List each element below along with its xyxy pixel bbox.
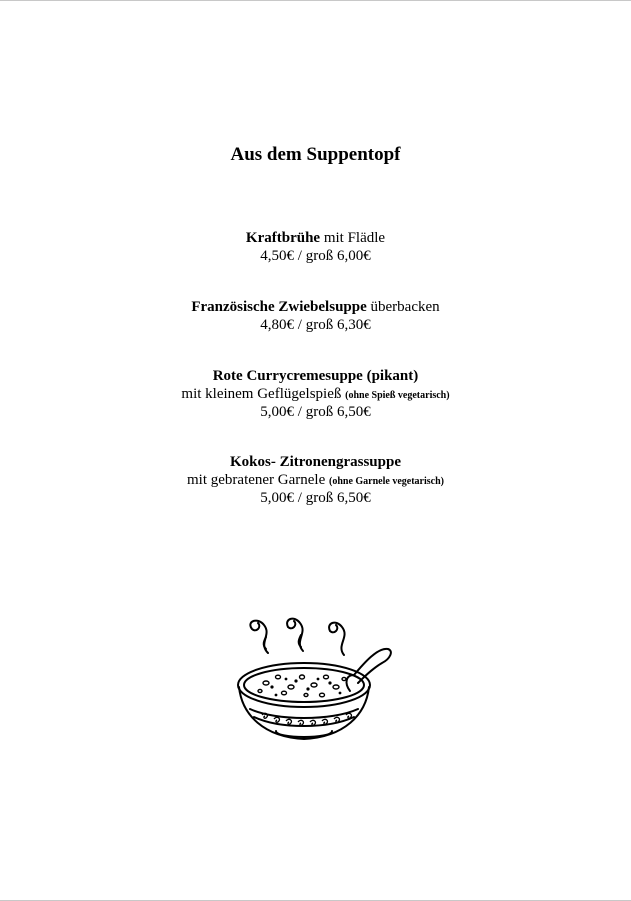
menu-item-description: mit kleinem Geflügelspieß xyxy=(181,385,342,402)
menu-item-name-suffix: überbacken xyxy=(370,299,440,315)
menu-item-name: Französische Zwiebelsuppe xyxy=(191,299,367,315)
menu-item-description-line xyxy=(0,472,631,491)
menu-item-name: Kokos- Zitronengrassuppe xyxy=(229,454,401,470)
menu-item xyxy=(0,230,631,265)
section-title: Aus dem Suppentopf xyxy=(230,144,401,165)
menu-item-name-line xyxy=(0,299,631,317)
menu-item-price: 4,80€ / groß 6,30€ xyxy=(260,316,371,333)
menu-item xyxy=(0,368,631,422)
menu-item-price: 5,00€ / groß 6,50€ xyxy=(260,490,371,506)
menu-item-price: 4,50€ / groß 6,00€ xyxy=(260,247,371,264)
menu-item-price: 5,00€ / groß 6,50€ xyxy=(260,404,371,420)
menu-item-name: Rote Currycremesuppe (pikant) xyxy=(212,368,419,384)
menu-item xyxy=(0,299,631,334)
menu-item-note: (ohne Garnele vegetarisch) xyxy=(329,475,444,487)
menu-item-name: Kraftbrühe xyxy=(245,230,321,246)
menu-item-name-line xyxy=(0,454,631,472)
menu-item-name-line xyxy=(0,368,631,386)
menu-item-description: mit gebratener Garnele xyxy=(187,471,326,488)
menu-item-name-suffix: mit Flädle xyxy=(323,230,386,246)
menu-item-description-line xyxy=(0,386,631,405)
soup-bowl-icon xyxy=(236,607,394,747)
menu-item xyxy=(0,454,631,508)
menu-item-note: (ohne Spieß vegetarisch) xyxy=(345,389,450,401)
menu-item-name-line xyxy=(0,230,631,248)
